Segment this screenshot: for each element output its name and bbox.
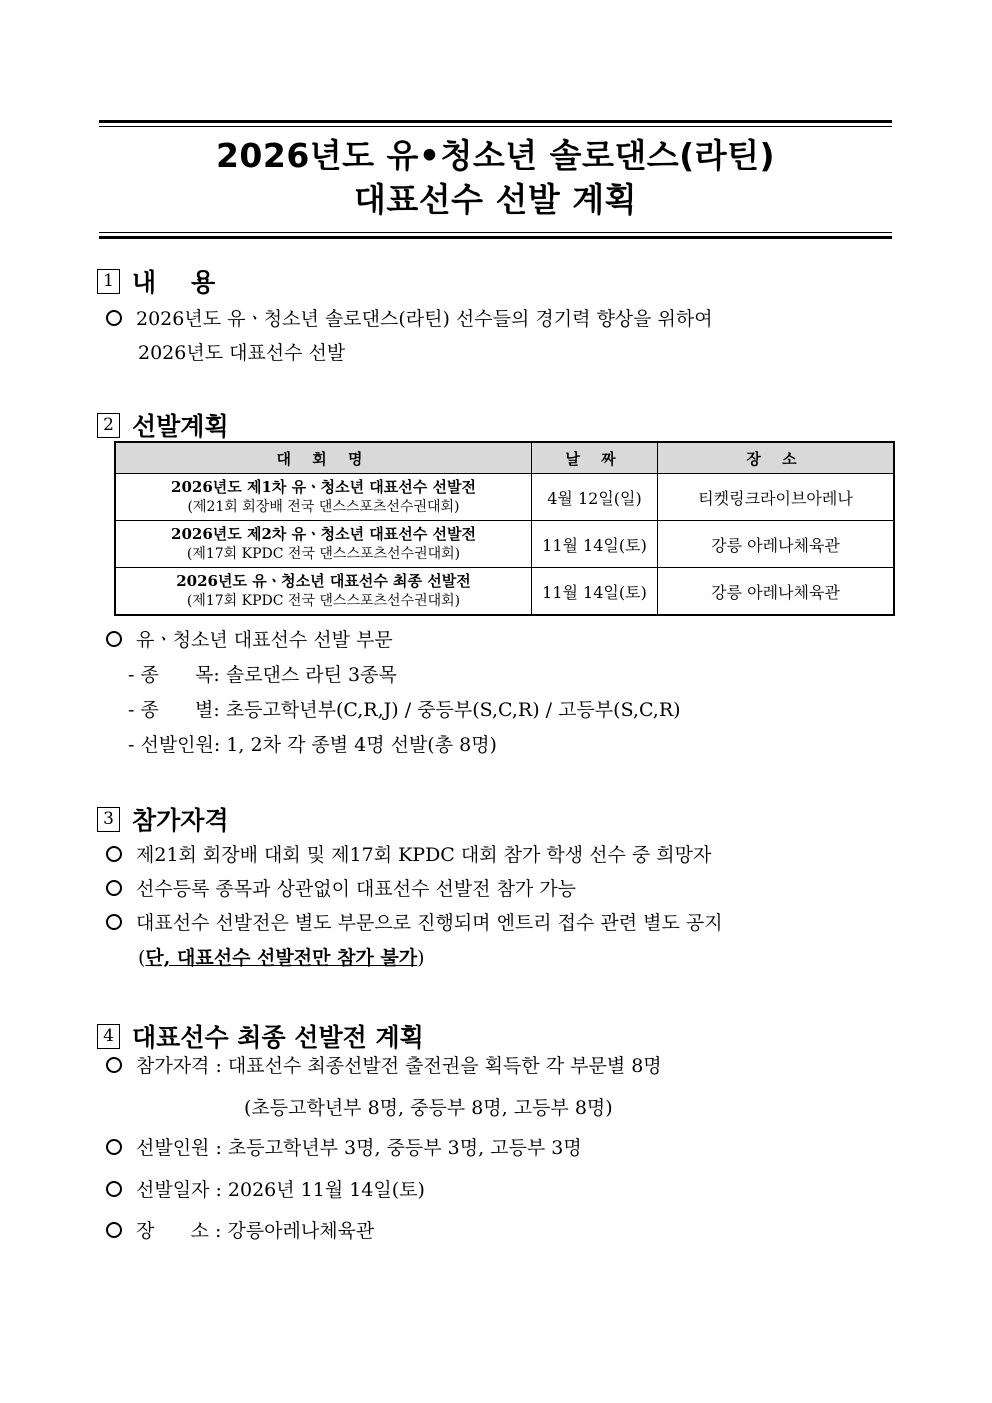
section-number-box: 3 bbox=[97, 807, 120, 832]
page-title bbox=[99, 134, 892, 222]
title-line-1: 2026년도 유•청소년 솔로댄스(라틴) bbox=[215, 136, 776, 175]
circle-bullet-icon bbox=[106, 914, 122, 930]
table-row bbox=[115, 568, 894, 616]
s3-text-1: 제21회 회장배 대회 및 제17회 KPDC 대회 참가 학생 선수 중 희망자 bbox=[136, 844, 712, 866]
note-underlined-text: 단, 대표선수 선발전만 참가 불가 bbox=[145, 947, 418, 969]
section-number-box: 1 bbox=[97, 269, 120, 294]
table-header-row bbox=[115, 442, 894, 474]
s4-bullet-line-1 bbox=[106, 1053, 662, 1079]
s4-bullet-line-3 bbox=[106, 1177, 425, 1203]
date-cell: 4월 12일(일) bbox=[532, 474, 658, 521]
circle-bullet-icon bbox=[106, 1222, 122, 1238]
date-cell: 11월 14일(토) bbox=[532, 568, 658, 616]
date-cell: 11월 14일(토) bbox=[532, 521, 658, 568]
circle-bullet-icon bbox=[106, 631, 122, 647]
place-cell: 강릉 아레나체육관 bbox=[658, 521, 895, 568]
s1-bullet-line bbox=[106, 306, 713, 332]
event-cell bbox=[115, 568, 532, 616]
s3-text-3: 대표선수 선발전은 별도 부문으로 진행되며 엔트리 접수 관련 별도 공지 bbox=[136, 912, 723, 934]
section-2-heading bbox=[97, 407, 229, 443]
s3-text-2: 선수등록 종목과 상관없이 대표선수 선발전 참가 가능 bbox=[136, 878, 577, 900]
event-name: 2026년도 제1차 유ㆍ청소년 대표선수 선발전 bbox=[171, 478, 476, 496]
circle-bullet-icon bbox=[106, 1139, 122, 1155]
section-number-box: 2 bbox=[97, 413, 120, 438]
event-subtitle: (제17회 KPDC 전국 댄스스포츠선수권대회) bbox=[186, 593, 461, 609]
circle-bullet-icon bbox=[106, 846, 122, 862]
place-cell: 강릉 아레나체육관 bbox=[658, 568, 895, 616]
s3-bullet-line-1 bbox=[106, 842, 711, 868]
note-close-paren: ) bbox=[417, 947, 425, 969]
selection-schedule-table bbox=[114, 441, 895, 616]
header-date: 날 짜 bbox=[532, 442, 658, 474]
s2-item-2: - 종 별: 초등고학년부(C,R,J) / 중등부(S,C,R) / 고등부(S,C,R) bbox=[128, 699, 681, 721]
section-1-heading bbox=[97, 263, 215, 299]
event-subtitle: (제21회 회장배 전국 댄스스포츠선수권대회) bbox=[187, 499, 460, 515]
s2-item-1: - 종 목: 솔로댄스 라틴 3종목 bbox=[128, 664, 397, 686]
section-3-heading bbox=[97, 801, 229, 837]
event-name: 2026년도 유ㆍ청소년 대표선수 최종 선발전 bbox=[176, 572, 471, 590]
s2-item-3: - 선발인원: 1, 2차 각 종별 4명 선발(총 8명) bbox=[128, 734, 497, 756]
s4-text-1: 참가자격 : 대표선수 최종선발전 출전권을 획득한 각 부문별 8명 bbox=[136, 1055, 662, 1077]
section-4-heading bbox=[97, 1018, 424, 1054]
s4-continuation-line: (초등고학년부 8명, 중등부 8명, 고등부 8명) bbox=[244, 1097, 613, 1119]
event-subtitle: (제17회 KPDC 전국 댄스스포츠선수권대회) bbox=[186, 546, 461, 562]
s2-text: 유ㆍ청소년 대표선수 선발 부문 bbox=[136, 629, 393, 651]
s4-text-4: 장 소 : 강릉아레나체육관 bbox=[136, 1220, 375, 1242]
circle-bullet-icon bbox=[106, 1057, 122, 1073]
s4-bullet-line-4 bbox=[106, 1218, 374, 1244]
circle-bullet-icon bbox=[106, 880, 122, 896]
section-title: 대표선수 최종 선발전 계획 bbox=[132, 1023, 424, 1052]
s4-text-3: 선발일자 : 2026년 11월 14일(토) bbox=[136, 1179, 425, 1201]
s4-bullet-line-2 bbox=[106, 1135, 582, 1161]
table-row bbox=[115, 474, 894, 521]
s3-note bbox=[138, 945, 425, 971]
s3-bullet-line-2 bbox=[106, 876, 576, 902]
header-place: 장 소 bbox=[658, 442, 895, 474]
title-top-rule-thick bbox=[99, 120, 892, 123]
s2-bullet-line bbox=[106, 627, 393, 653]
s1-text-1: 2026년도 유ㆍ청소년 솔로댄스(라틴) 선수들의 경기력 향상을 위하여 bbox=[136, 308, 713, 330]
note-open-paren: ( bbox=[138, 947, 146, 969]
s1-continuation-line: 2026년도 대표선수 선발 bbox=[138, 342, 346, 364]
s3-bullet-line-3 bbox=[106, 910, 723, 936]
section-title: 참가자격 bbox=[132, 806, 229, 835]
table-row bbox=[115, 521, 894, 568]
title-top-rule-thin bbox=[99, 126, 892, 127]
circle-bullet-icon bbox=[106, 310, 122, 326]
section-number-box: 4 bbox=[97, 1024, 120, 1049]
s4-text-2: 선발인원 : 초등고학년부 3명, 중등부 3명, 고등부 3명 bbox=[136, 1137, 582, 1159]
event-cell bbox=[115, 474, 532, 521]
place-cell: 티켓링크라이브아레나 bbox=[658, 474, 895, 521]
section-title: 선발계획 bbox=[132, 412, 229, 441]
title-line-2: 대표선수 선발 계획 bbox=[353, 180, 637, 219]
event-name: 2026년도 제2차 유ㆍ청소년 대표선수 선발전 bbox=[171, 525, 476, 543]
header-event: 대 회 명 bbox=[115, 442, 532, 474]
circle-bullet-icon bbox=[106, 1181, 122, 1197]
title-bottom-rule-thick bbox=[99, 236, 892, 239]
section-title: 내 용 bbox=[132, 268, 216, 297]
event-cell bbox=[115, 521, 532, 568]
title-bottom-rule-thin bbox=[99, 232, 892, 233]
